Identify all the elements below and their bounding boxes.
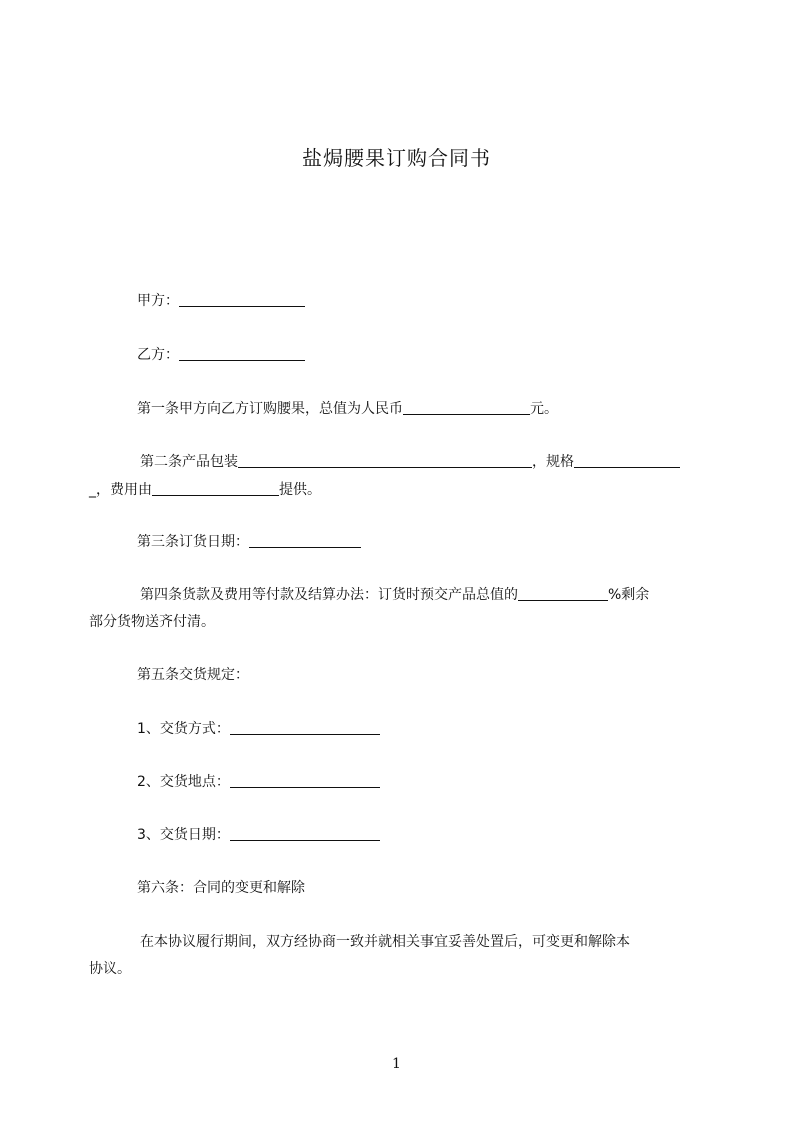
article-2-start: 第二条产品包装 [140,454,238,470]
cost-bearer-blank[interactable] [152,481,279,496]
party-a-line [137,292,305,310]
article-5-title: 第五条交货规定： [137,667,249,683]
party-b-label: 乙方： [137,347,179,363]
article-4-line-2: 部分货物送齐付清。 [89,614,215,630]
party-a-blank[interactable] [179,292,305,307]
prepay-percent-blank[interactable] [518,586,608,601]
delivery-method-line [137,720,380,738]
page-number: 1 [392,1056,401,1072]
article-2-end: 提供。 [279,482,321,498]
article-6-title: 第六条：合同的变更和解除 [137,880,305,896]
article-4-end: %剩余 [608,587,650,603]
article-2-line-2 [89,481,321,499]
delivery-method-blank[interactable] [230,720,380,735]
packaging-blank[interactable] [238,453,532,468]
party-a-label: 甲方： [137,293,179,309]
article-6-line-2: 协议。 [89,961,131,977]
article-2-line-1 [140,453,680,471]
delivery-place-blank[interactable] [230,773,380,788]
article-1-text: 第一条甲方向乙方订购腰果，总值为人民币 [137,401,403,417]
delivery-date-label: 3、交货日期： [137,827,230,843]
party-b-blank[interactable] [179,346,305,361]
article-1 [137,400,558,418]
delivery-place-label: 2、交货地点： [137,774,230,790]
article-4-line-1 [140,586,649,604]
article-4-start: 第四条货款及费用等付款及结算办法：订货时预交产品总值的 [140,587,518,603]
article-2-line-2-start: _，费用由 [89,482,152,498]
document-title: 盐焗腰果订购合同书 [302,146,491,170]
article-2-mid: ，规格 [532,454,574,470]
party-b-line [137,346,305,364]
delivery-method-label: 1、交货方式： [137,721,230,737]
total-value-blank[interactable] [403,400,530,415]
article-3-text: 第三条订货日期： [137,534,249,550]
article-3 [137,533,361,551]
order-date-blank[interactable] [249,533,361,548]
specification-blank[interactable] [574,453,680,468]
delivery-date-line [137,826,380,844]
article-1-unit: 元。 [530,401,558,417]
delivery-place-line [137,773,380,791]
delivery-date-blank[interactable] [230,826,380,841]
article-6-line-1: 在本协议履行期间，双方经协商一致并就相关事宜妥善处置后，可变更和解除本 [140,934,630,950]
